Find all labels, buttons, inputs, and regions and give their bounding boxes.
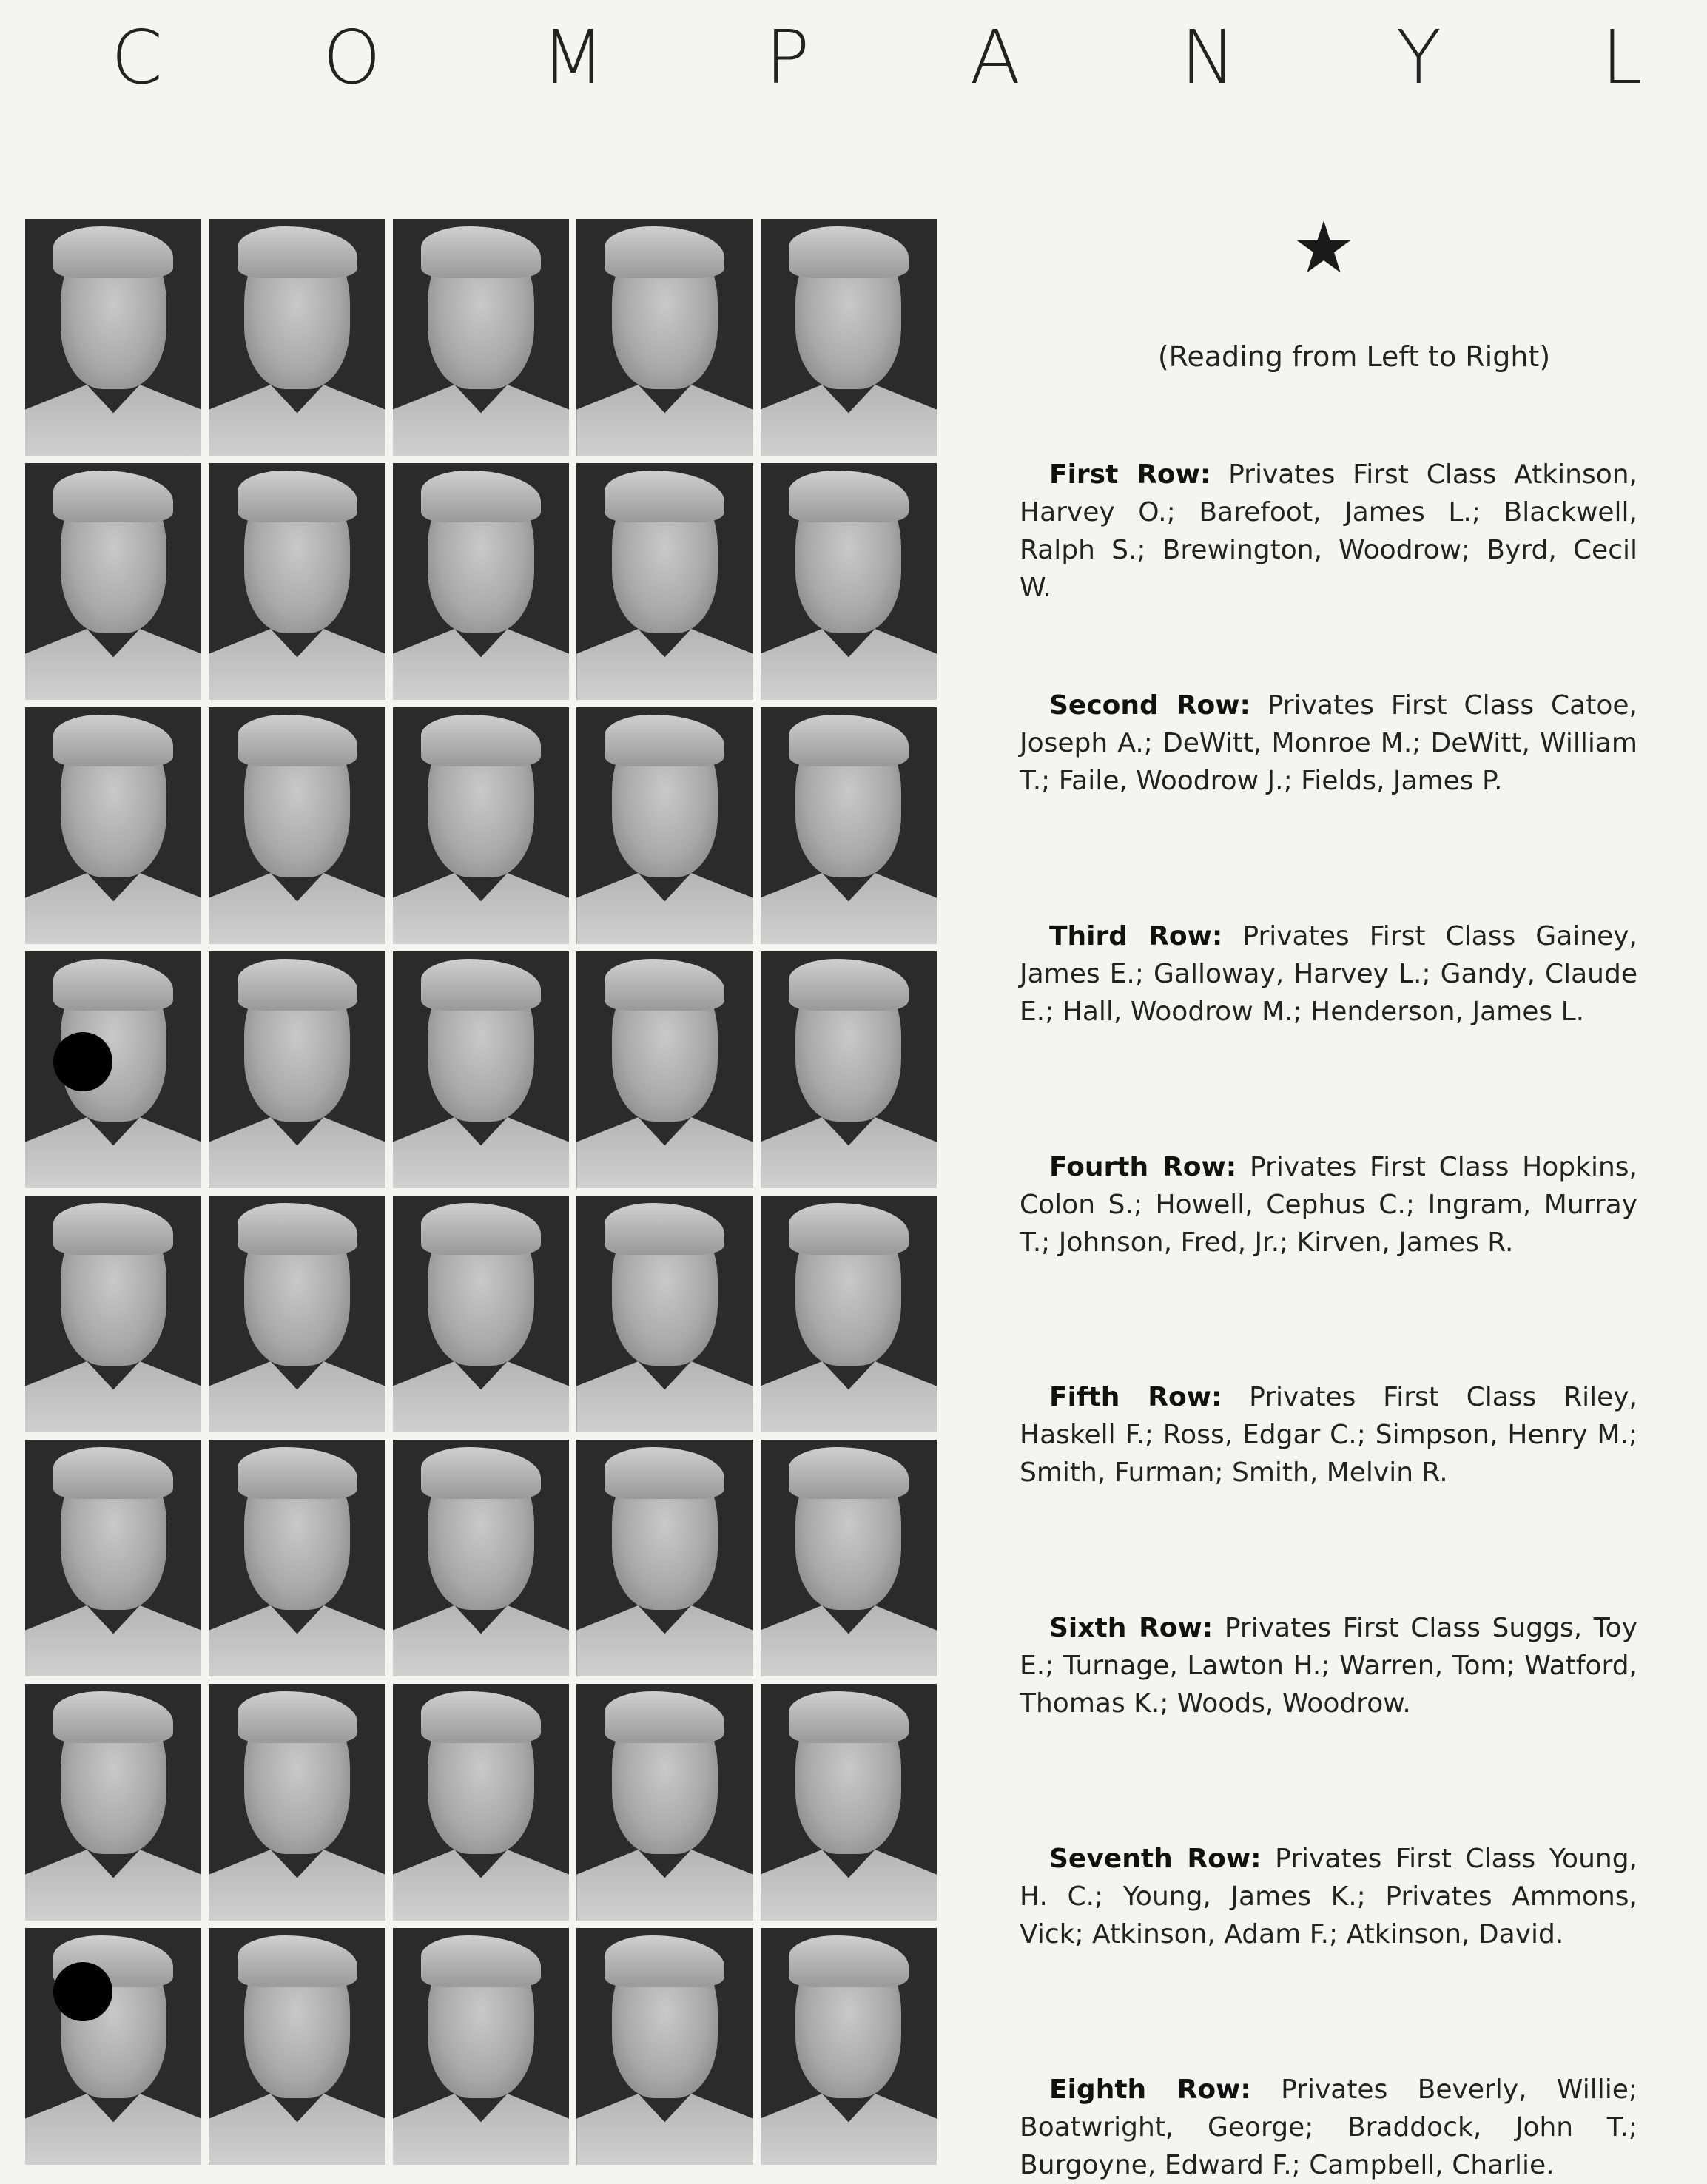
garrison-cap — [789, 1935, 909, 1987]
garrison-cap — [789, 1447, 909, 1499]
uniform-shirt — [576, 1850, 753, 1921]
portrait-photo — [393, 463, 569, 700]
portrait-photo — [576, 951, 753, 1188]
row-caption — [1020, 917, 1637, 1031]
portrait-photo — [25, 1440, 201, 1676]
uniform-shirt — [761, 629, 937, 700]
garrison-cap — [238, 715, 357, 766]
portrait-photo — [761, 1928, 937, 2165]
row-names: Privates First Class Gainey, James E.; Galloway, Harvey L.; Gandy, Claude E.; Hall, Woodrow M.; Henderson, James L. — [1020, 921, 1637, 1027]
garrison-cap — [421, 1935, 541, 1987]
garrison-cap — [53, 1203, 173, 1255]
portrait-photo — [25, 951, 201, 1188]
garrison-cap — [789, 1691, 909, 1743]
uniform-shirt — [25, 385, 201, 456]
title-letter: Y — [1395, 14, 1441, 101]
uniform-shirt — [393, 1117, 569, 1188]
uniform-shirt — [393, 873, 569, 944]
portrait-photo — [761, 1684, 937, 1921]
garrison-cap — [421, 1203, 541, 1255]
row-label: Third Row: — [1049, 921, 1223, 951]
reading-note: (Reading from Left to Right) — [1157, 340, 1551, 373]
uniform-shirt — [761, 1117, 937, 1188]
portrait-photo — [209, 219, 385, 456]
row-names: Privates First Class Young, H. C.; Young, James K.; Privates Ammons, Vick; Atkinson, Adam F.; Atkinson, David. — [1020, 1844, 1637, 1949]
uniform-shirt — [761, 873, 937, 944]
uniform-shirt — [761, 1605, 937, 1676]
portrait-photo — [25, 707, 201, 944]
portrait-photo — [576, 1196, 753, 1432]
uniform-shirt — [393, 1850, 569, 1921]
uniform-shirt — [209, 385, 385, 456]
garrison-cap — [605, 1691, 724, 1743]
uniform-shirt — [576, 1117, 753, 1188]
uniform-shirt — [576, 629, 753, 700]
row-caption — [1020, 1148, 1637, 1261]
portrait-photo — [209, 707, 385, 944]
uniform-shirt — [209, 1117, 385, 1188]
portrait-photo — [761, 463, 937, 700]
portrait-photo — [576, 219, 753, 456]
portrait-photo — [25, 219, 201, 456]
garrison-cap — [421, 1447, 541, 1499]
row-caption — [1020, 1609, 1637, 1722]
garrison-cap — [789, 715, 909, 766]
portrait-photo — [761, 1196, 937, 1432]
uniform-shirt — [209, 2094, 385, 2165]
uniform-shirt — [576, 873, 753, 944]
garrison-cap — [605, 1935, 724, 1987]
uniform-shirt — [576, 1605, 753, 1676]
portrait-photo — [25, 1684, 201, 1921]
portrait-photo — [393, 707, 569, 944]
row-caption — [1020, 2071, 1637, 2184]
garrison-cap — [53, 1691, 173, 1743]
portrait-photo — [209, 1196, 385, 1432]
row-label: Seventh Row: — [1049, 1844, 1262, 1874]
uniform-shirt — [25, 873, 201, 944]
title-letter: O — [323, 14, 381, 101]
row-names: Privates First Class Riley, Haskell F.; Ross, Edgar C.; Simpson, Henry M.; Smith, Furman; Smith, Melvin R. — [1020, 1382, 1637, 1488]
row-names: Privates First Class Hopkins, Colon S.; Howell, Cephus C.; Ingram, Murray T.; Johnson, Fred, Jr.; Kirven, James R. — [1020, 1152, 1637, 1258]
portrait-photo — [393, 1440, 569, 1676]
garrison-cap — [789, 1203, 909, 1255]
row-names: Privates Beverly, Willie; Boatwright, George; Braddock, John T.; Burgoyne, Edward F.; Campbell, Charlie. — [1020, 2075, 1637, 2180]
portrait-photo — [761, 219, 937, 456]
portrait-photo — [25, 1196, 201, 1432]
portrait-photo — [209, 463, 385, 700]
garrison-cap — [53, 471, 173, 522]
uniform-shirt — [25, 629, 201, 700]
title-letter: M — [541, 14, 605, 101]
row-label: Sixth Row: — [1049, 1613, 1213, 1643]
row-label: Eighth Row: — [1049, 2075, 1251, 2105]
title-letter: P — [765, 14, 810, 101]
portrait-photo — [393, 951, 569, 1188]
portrait-photo — [209, 1684, 385, 1921]
uniform-shirt — [25, 1361, 201, 1432]
garrison-cap — [421, 471, 541, 522]
row-names: Privates First Class Atkinson, Harvey O.; Barefoot, James L.; Blackwell, Ralph S.; Brewington, Woodrow; Byrd, Cecil W. — [1020, 459, 1638, 603]
garrison-cap — [789, 471, 909, 522]
row-names: Privates First Class Catoe, Joseph A.; DeWitt, Monroe M.; DeWitt, William T.; Faile, Woodrow J.; Fields, James P. — [1020, 690, 1637, 796]
garrison-cap — [238, 1447, 357, 1499]
row-label: Second Row: — [1049, 690, 1250, 721]
garrison-cap — [238, 959, 357, 1011]
garrison-cap — [238, 471, 357, 522]
portrait-photo — [576, 1684, 753, 1921]
uniform-shirt — [25, 1117, 201, 1188]
garrison-cap — [238, 1935, 357, 1987]
uniform-shirt — [576, 1361, 753, 1432]
garrison-cap — [789, 226, 909, 278]
garrison-cap — [53, 226, 173, 278]
punch-hole — [53, 1032, 112, 1091]
title-letter: C — [111, 14, 163, 101]
row-caption — [1020, 1840, 1637, 1953]
garrison-cap — [605, 471, 724, 522]
title-letter: L — [1601, 14, 1643, 101]
row-label: Fifth Row: — [1049, 1382, 1222, 1412]
portrait-photo — [393, 1928, 569, 2165]
garrison-cap — [421, 1691, 541, 1743]
portrait-photo — [393, 219, 569, 456]
row-caption — [1020, 687, 1637, 800]
uniform-shirt — [761, 2094, 937, 2165]
star-icon — [1295, 218, 1353, 276]
uniform-shirt — [393, 385, 569, 456]
portrait-photo — [761, 707, 937, 944]
uniform-shirt — [393, 1605, 569, 1676]
portrait-photo — [576, 463, 753, 700]
uniform-shirt — [576, 2094, 753, 2165]
portrait-photo — [761, 1440, 937, 1676]
portrait-photo — [209, 1440, 385, 1676]
punch-hole — [53, 1962, 112, 2021]
portrait-photo — [393, 1196, 569, 1432]
garrison-cap — [53, 1447, 173, 1499]
uniform-shirt — [209, 1605, 385, 1676]
uniform-shirt — [761, 385, 937, 456]
portrait-photo — [209, 1928, 385, 2165]
garrison-cap — [605, 1447, 724, 1499]
garrison-cap — [53, 959, 173, 1011]
uniform-shirt — [761, 1850, 937, 1921]
garrison-cap — [605, 1203, 724, 1255]
uniform-shirt — [25, 1605, 201, 1676]
uniform-shirt — [25, 1850, 201, 1921]
uniform-shirt — [576, 385, 753, 456]
portrait-photo — [576, 707, 753, 944]
portrait-photo — [576, 1440, 753, 1676]
garrison-cap — [605, 226, 724, 278]
uniform-shirt — [393, 2094, 569, 2165]
title-letter: N — [1180, 14, 1236, 101]
portrait-photo — [576, 1928, 753, 2165]
row-caption — [1020, 456, 1637, 607]
uniform-shirt — [209, 1361, 385, 1432]
garrison-cap — [238, 1691, 357, 1743]
portrait-photo — [25, 463, 201, 700]
row-names: Privates First Class Suggs, Toy E.; Turnage, Lawton H.; Warren, Tom; Watford, Thomas K.; Woods, Woodrow. — [1020, 1613, 1637, 1719]
garrison-cap — [605, 959, 724, 1011]
row-caption — [1020, 1378, 1637, 1492]
portrait-photo — [393, 1684, 569, 1921]
garrison-cap — [789, 959, 909, 1011]
portrait-photo — [209, 951, 385, 1188]
uniform-shirt — [761, 1361, 937, 1432]
garrison-cap — [238, 1203, 357, 1255]
garrison-cap — [53, 715, 173, 766]
title-letter: A — [969, 14, 1021, 101]
portrait-photo — [25, 1928, 201, 2165]
uniform-shirt — [393, 629, 569, 700]
uniform-shirt — [209, 1850, 385, 1921]
uniform-shirt — [393, 1361, 569, 1432]
row-label: First Row: — [1049, 459, 1211, 490]
row-label: Fourth Row: — [1049, 1152, 1237, 1182]
uniform-shirt — [25, 2094, 201, 2165]
garrison-cap — [421, 959, 541, 1011]
portrait-grid — [25, 219, 937, 2165]
garrison-cap — [421, 226, 541, 278]
portrait-photo — [761, 951, 937, 1188]
uniform-shirt — [209, 873, 385, 944]
garrison-cap — [605, 715, 724, 766]
uniform-shirt — [209, 629, 385, 700]
garrison-cap — [238, 226, 357, 278]
garrison-cap — [421, 715, 541, 766]
page-title — [111, 13, 1643, 102]
